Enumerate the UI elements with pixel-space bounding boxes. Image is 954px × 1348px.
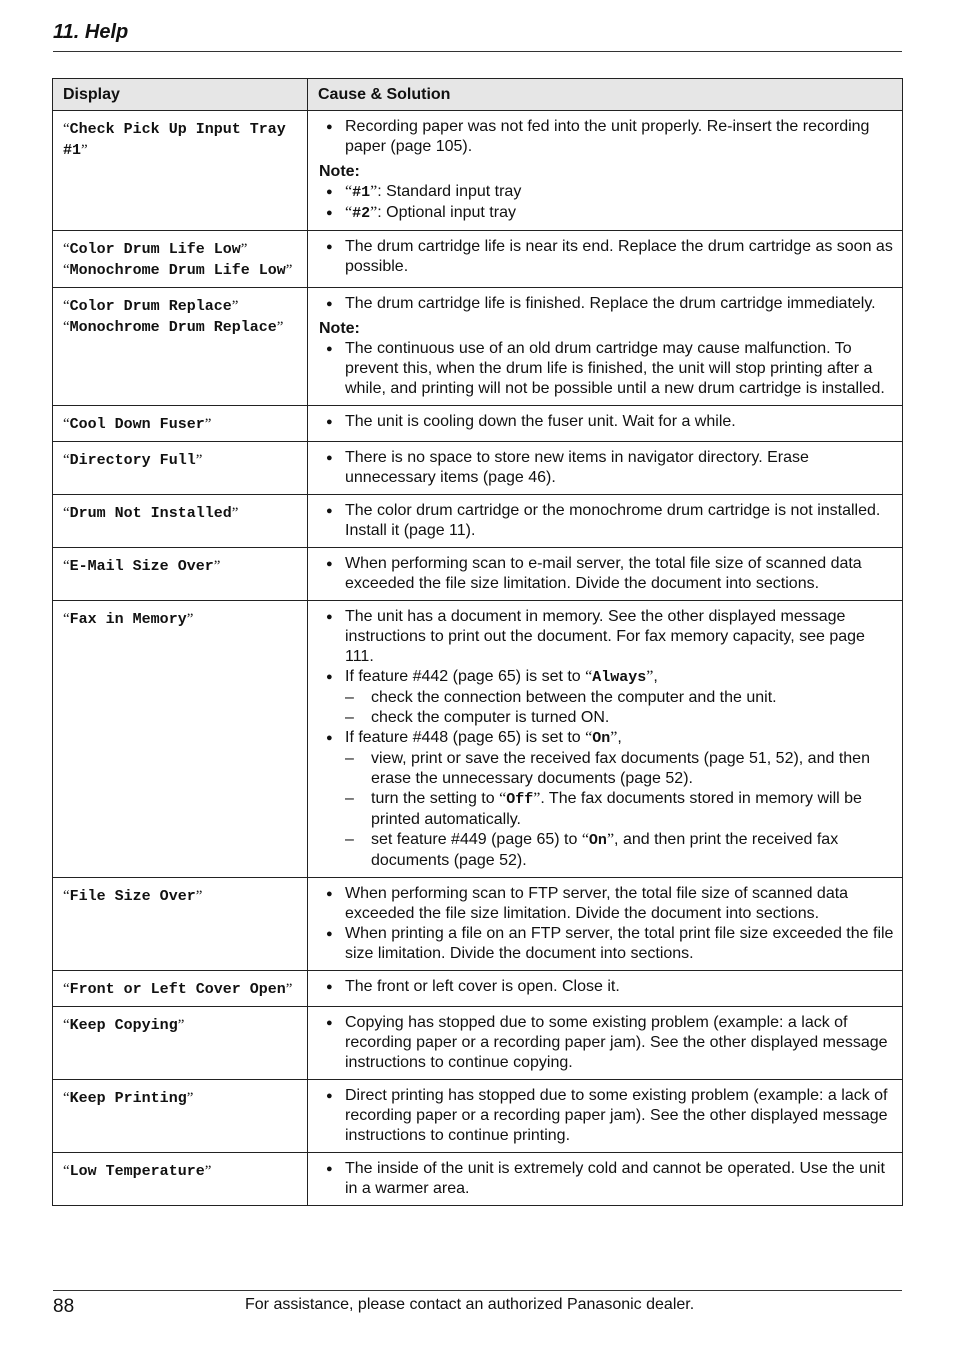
cause-cell [308,495,903,548]
bullet-item: ● When performing scan to FTP server, the total file size of scanned data exceeded the file size limitation. Divide the document into sections. [319,884,894,924]
display-cell [53,1007,308,1080]
header-divider [53,51,902,52]
display-cell [53,1080,308,1153]
cause-cell [308,548,903,601]
display-cell [53,495,308,548]
table-header-row [53,79,903,111]
cause-cell [308,971,903,1007]
display-message: “Color Drum Life Low” [63,241,248,258]
cause-cell [308,878,903,971]
bullet-item: ● The inside of the unit is extremely cold and cannot be operated. Use the unit in a warmer area. [319,1159,894,1199]
display-cell [53,288,308,406]
display-message: “Keep Printing” [63,1090,194,1107]
bullet-item: ● The drum cartridge life is finished. Replace the drum cartridge immediately. [319,294,894,314]
footer-divider [53,1290,902,1291]
bullet-item: ● Direct printing has stopped due to some existing problem (example: a lack of recording paper or a recording paper jam). See the other displayed message instructions to continue printing. [319,1086,894,1146]
table-row [53,231,903,288]
display-message: “Check Pick Up Input Tray #1” [63,121,286,159]
bullet-item: ● The unit is cooling down the fuser unit. Wait for a while. [319,412,894,432]
page-footer [53,1290,902,1317]
bullet-item: ● The drum cartridge life is near its end. Replace the drum cartridge as soon as possible. [319,237,894,277]
display-message: “E-Mail Size Over” [63,558,221,575]
dash-item: – set feature #449 (page 65) to “On”, and then print the received fax documents (page 52). [319,830,894,871]
dash-item: – check the computer is turned ON. [319,708,894,728]
bullet-item: ● There is no space to store new items in navigator directory. Erase unnecessary items (page 46). [319,448,894,488]
bullet-item: ● “#2”: Optional input tray [319,203,894,224]
display-message: “Fax in Memory” [63,611,194,628]
table-row [53,971,903,1007]
display-message: “Low Temperature” [63,1163,212,1180]
cause-cell [308,1007,903,1080]
display-message: “Monochrome Drum Replace” [63,319,284,336]
display-message: “Monochrome Drum Life Low” [63,262,293,279]
note-label: Note: [319,320,360,337]
table-row [53,111,903,231]
table-row [53,495,903,548]
page-number: 88 [53,1296,75,1317]
cause-cell [308,601,903,878]
bullet-item: ● Recording paper was not fed into the unit properly. Re-insert the recording paper (page 105). [319,117,894,157]
bullet-item: ● When printing a file on an FTP server, the total print file size exceeded the file size limitation. Divide the document into sections. [319,924,894,964]
page-header [53,20,902,44]
display-message: “File Size Over” [63,888,203,905]
display-cell [53,406,308,442]
dash-item: – turn the setting to “Off”. The fax documents stored in memory will be printed automatically. [319,789,894,830]
bullet-item: ● The unit has a document in memory. See the other displayed message instructions to print out the document. For fax memory capacity, see page 111. [319,607,894,667]
display-message: “Color Drum Replace” [63,298,239,315]
display-cell [53,231,308,288]
help-table [52,78,903,1206]
display-message: “Directory Full” [63,452,203,469]
cause-cell [308,1153,903,1206]
display-cell [53,442,308,495]
display-cell [53,971,308,1007]
bullet-item: ● The continuous use of an old drum cartridge may cause malfunction. To prevent this, when the drum life is finished, the unit will stop printing after a while, and printing will not be possible until a new drum cartridge is installed. [319,339,894,399]
display-cell [53,878,308,971]
display-cell [53,548,308,601]
bullet-item: ● Copying has stopped due to some existing problem (example: a lack of recording paper or a recording paper jam). See the other displayed message instructions to continue copying. [319,1013,894,1073]
dash-item: – view, print or save the received fax documents (page 51, 52), and then erase the unnecessary documents (page 52). [319,749,894,789]
display-message: “Cool Down Fuser” [63,416,212,433]
cause-cell [308,442,903,495]
column-header-display: Display [53,79,308,111]
bullet-item: ● When performing scan to e-mail server, the total file size of scanned data exceeded the file size limitation. Divide the document into sections. [319,554,894,594]
section-title: 11. Help [53,21,129,43]
cause-cell [308,406,903,442]
bullet-item: ● The color drum cartridge or the monochrome drum cartridge is not installed. Install it (page 11). [319,501,894,541]
display-cell [53,601,308,878]
display-message: “Front or Left Cover Open” [63,981,293,998]
display-message: “Keep Copying” [63,1017,185,1034]
bullet-item: ● The front or left cover is open. Close it. [319,977,894,997]
table-row [53,406,903,442]
table-row [53,601,903,878]
cause-cell [308,111,903,231]
footer-text: For assistance, please contact an authorized Panasonic dealer. [245,1296,695,1313]
display-cell [53,1153,308,1206]
cause-cell [308,288,903,406]
display-message: “Drum Not Installed” [63,505,239,522]
table-row [53,442,903,495]
bullet-item: ● If feature #448 (page 65) is set to “On”, [319,728,894,749]
display-cell [53,111,308,231]
dash-item: – check the connection between the computer and the unit. [319,688,894,708]
table-row [53,1080,903,1153]
cause-cell [308,1080,903,1153]
bullet-item: ● If feature #442 (page 65) is set to “Always”, [319,667,894,688]
table-row [53,1007,903,1080]
table-row [53,1153,903,1206]
table-row [53,878,903,971]
cause-cell [308,231,903,288]
bullet-item: ● “#1”: Standard input tray [319,182,894,203]
column-header-cause: Cause & Solution [308,79,903,111]
table-row [53,288,903,406]
note-label: Note: [319,163,360,180]
table-row [53,548,903,601]
